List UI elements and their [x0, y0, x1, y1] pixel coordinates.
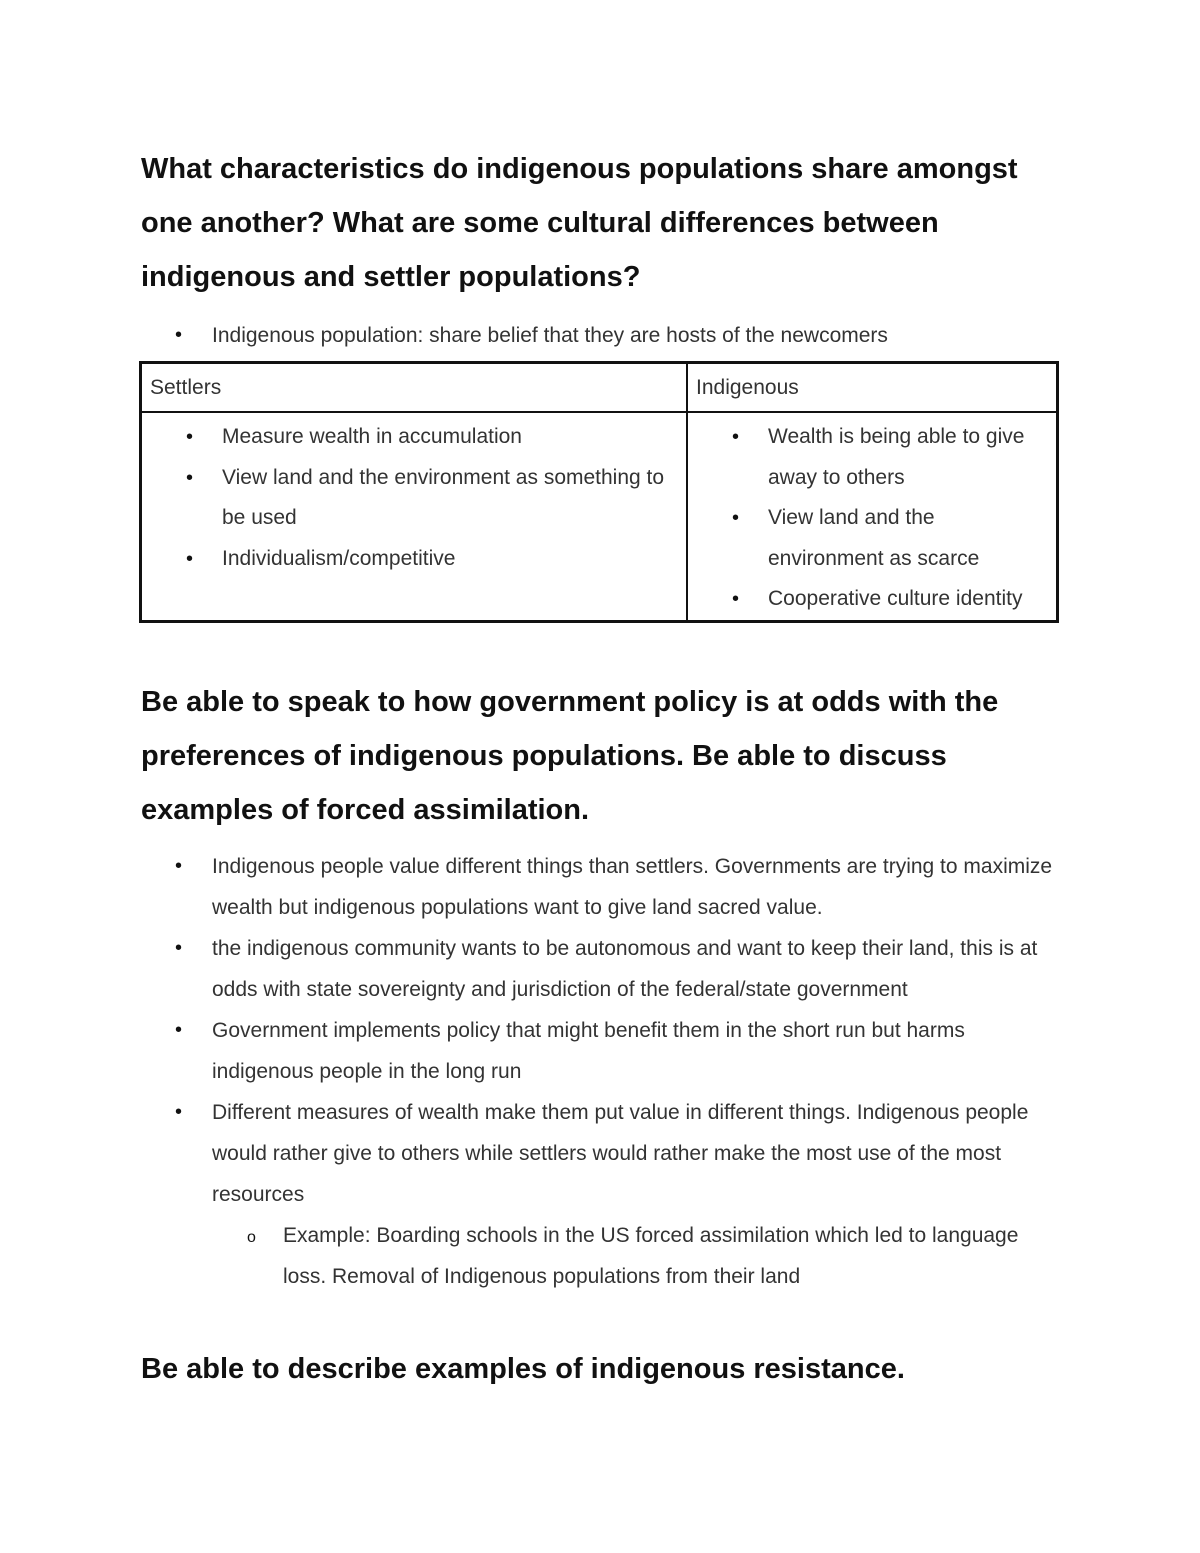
- settlers-vs-indigenous-table: [139, 361, 1059, 623]
- table-header-indigenous: Indigenous: [687, 363, 1058, 413]
- list-item: o Example: Boarding schools in the US forced assimilation which led to language loss. Removal of Indigenous populations from their land: [141, 1215, 1061, 1297]
- settlers-list: [142, 417, 682, 579]
- list-item: • the indigenous community wants to be autonomous and want to keep their land, this is at odds with state sovereignty and jurisdiction of the federal/state government: [141, 928, 1061, 1010]
- section-heading-resistance: Be able to describe examples of indigenous resistance.: [141, 1353, 905, 1385]
- section-heading-government-policy: Be able to speak to how government policy is at odds with the preferences of indigenous populations. Be able to discuss examples of forced assimilation.: [141, 686, 999, 826]
- list-item: • Cooperative culture identity: [688, 579, 1052, 620]
- list-item: • View land and the environment as something to be used: [142, 458, 682, 539]
- table-cell-settlers: [141, 412, 688, 621]
- indigenous-list: [688, 417, 1052, 620]
- sub-list-container: [141, 1215, 1061, 1297]
- list-item: • Measure wealth in accumulation: [142, 417, 682, 458]
- table-row: [141, 412, 1058, 621]
- list-item: • Indigenous population: share belief that they are hosts of the newcomers: [141, 315, 1061, 356]
- list-item: • Government implements policy that might benefit them in the short run but harms indigenous people in the long run: [141, 1010, 1061, 1092]
- table-cell-indigenous: [687, 412, 1058, 621]
- table-header-row: [141, 363, 1058, 413]
- table-header-settlers: Settlers: [141, 363, 688, 413]
- list-item: • Individualism/competitive: [142, 539, 682, 580]
- list-item: • Different measures of wealth make them put value in different things. Indigenous people would rather give to others while settlers would rather make the most use of the most resources: [141, 1092, 1061, 1215]
- section-heading-characteristics: What characteristics do indigenous populations share amongst one another? What are some cultural differences between indigenous and settler populations?: [141, 153, 1018, 293]
- list-item: • View land and the environment as scarce: [688, 498, 1052, 579]
- list-item: • Indigenous people value different things than settlers. Governments are trying to maximize wealth but indigenous populations want to give land sacred value.: [141, 846, 1061, 928]
- government-policy-bullet-list: [141, 846, 1061, 1297]
- characteristics-bullet-list: [141, 315, 1061, 356]
- examples-sub-list: [141, 1215, 1061, 1297]
- list-item: • Wealth is being able to give away to others: [688, 417, 1052, 498]
